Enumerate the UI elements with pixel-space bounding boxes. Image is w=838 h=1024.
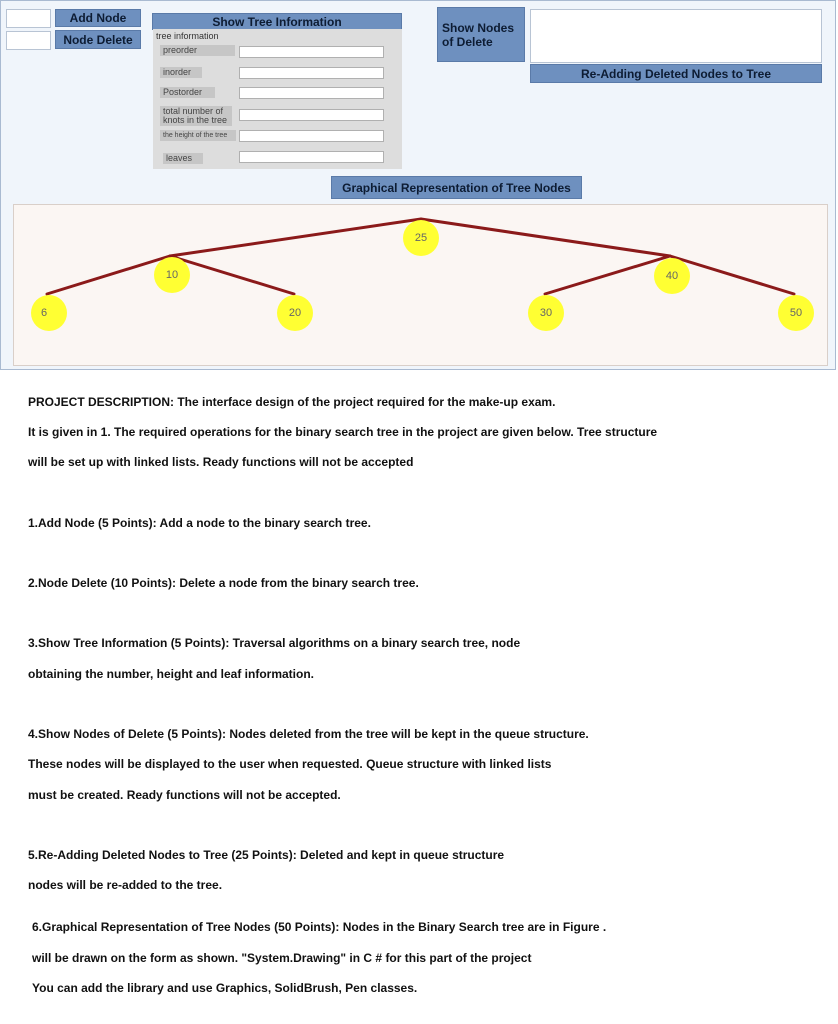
tree-info-caption: tree information — [156, 31, 219, 41]
node-label-10: 10 — [165, 268, 179, 281]
tree-node-50 — [778, 295, 814, 331]
graphical-representation-button[interactable]: Graphical Representation of Tree Nodes — [331, 176, 582, 199]
tree-node-25 — [403, 220, 439, 256]
leaves-field[interactable] — [239, 151, 384, 163]
node-label-30: 30 — [539, 306, 553, 319]
desc-line-10: must be created. Ready functions will not be accepted. — [28, 788, 341, 802]
postorder-label: Postorder — [160, 87, 215, 98]
leaves-label: leaves — [163, 153, 203, 164]
preorder-label: preorder — [160, 45, 235, 56]
tree-info-panel — [153, 29, 402, 169]
desc-line-7: obtaining the number, height and leaf information. — [28, 667, 315, 681]
desc-line-2: It is given in 1. The required operations for the binary search tree in the project are given below. Tree structure — [28, 425, 658, 439]
desc-line-12: nodes will be re-added to the tree. — [28, 878, 223, 892]
edge-40-30 — [545, 256, 670, 294]
show-tree-info-button[interactable]: Show Tree Information — [152, 13, 402, 30]
edge-25-40 — [421, 219, 670, 256]
postorder-field[interactable] — [239, 87, 384, 99]
add-node-button[interactable]: Add Node — [55, 9, 141, 27]
desc-line-15: You can add the library and use Graphics, SolidBrush, Pen classes. — [32, 981, 418, 995]
add-node-input[interactable] — [6, 9, 51, 28]
node-label-6: 6 — [40, 306, 48, 319]
tree-node-30 — [528, 295, 564, 331]
node-label-40: 40 — [665, 269, 679, 282]
desc-line-1: PROJECT DESCRIPTION: The interface design of the project required for the make-up exam. — [28, 395, 556, 409]
show-nodes-of-delete-button[interactable]: Show Nodes of Delete — [437, 7, 525, 62]
desc-line-5: 2.Node Delete (10 Points): Delete a node from the binary search tree. — [28, 576, 419, 590]
tree-node-40 — [654, 258, 690, 294]
app-form — [0, 0, 836, 370]
height-field[interactable] — [239, 130, 384, 142]
desc-line-11: 5.Re-Adding Deleted Nodes to Tree (25 Points): Deleted and kept in queue structure — [28, 848, 505, 862]
total-nodes-field[interactable] — [239, 109, 384, 121]
node-label-20: 20 — [288, 306, 302, 319]
total-nodes-label: total number of knots in the tree — [160, 106, 232, 126]
desc-line-9: These nodes will be displayed to the user when requested. Queue structure with linked lists — [28, 757, 552, 771]
desc-line-4: 1.Add Node (5 Points): Add a node to the binary search tree. — [28, 516, 371, 530]
node-delete-input[interactable] — [6, 31, 51, 50]
tree-node-10 — [154, 257, 190, 293]
desc-line-6: 3.Show Tree Information (5 Points): Traversal algorithms on a binary search tree, node — [28, 636, 521, 650]
desc-line-14: will be drawn on the form as shown. "System.Drawing" in C # for this part of the project — [32, 951, 532, 965]
node-delete-button[interactable]: Node Delete — [55, 30, 141, 49]
tree-node-20 — [277, 295, 313, 331]
inorder-field[interactable] — [239, 67, 384, 79]
deleted-nodes-list[interactable] — [530, 9, 822, 63]
tree-graphic — [14, 205, 829, 367]
node-label-50: 50 — [789, 306, 803, 319]
preorder-field[interactable] — [239, 46, 384, 58]
tree-drawing-canvas — [13, 204, 828, 366]
desc-line-8: 4.Show Nodes of Delete (5 Points): Nodes deleted from the tree will be kept in the queue structure. — [28, 727, 589, 741]
desc-line-13: 6.Graphical Representation of Tree Nodes (50 Points): Nodes in the Binary Search tree are in Figure . — [32, 920, 607, 934]
edge-25-10 — [170, 219, 421, 256]
tree-node-6 — [31, 295, 67, 331]
node-label-25: 25 — [414, 231, 428, 244]
edge-10-6 — [47, 256, 170, 294]
readd-deleted-nodes-button[interactable]: Re-Adding Deleted Nodes to Tree — [530, 64, 822, 83]
inorder-label: inorder — [160, 67, 202, 78]
desc-line-3: will be set up with linked lists. Ready functions will not be accepted — [28, 455, 414, 469]
height-label: the height of the tree — [160, 130, 236, 141]
